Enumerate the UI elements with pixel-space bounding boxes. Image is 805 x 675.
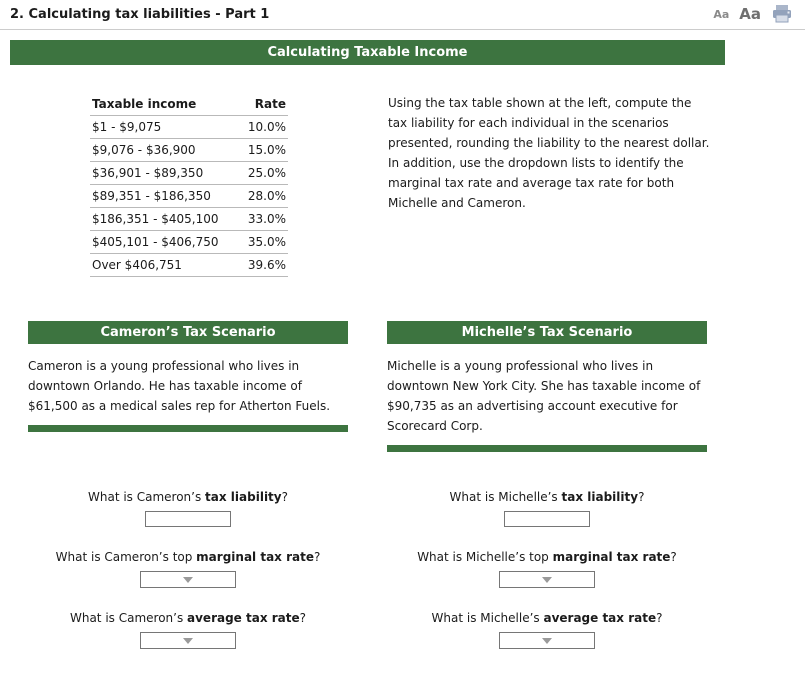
cameron-marginal-rate-dropdown[interactable] [140,571,236,588]
table-header-row [90,93,288,116]
question-text [450,490,645,504]
banner-title: Calculating Taxable Income [10,40,725,65]
print-button[interactable] [771,5,793,23]
michelle-marginal-rate-dropdown[interactable] [499,571,595,588]
michelle-scenario [387,321,707,452]
michelle-scenario-divider [387,445,707,452]
table-row [90,231,288,254]
rate-cell: 25.0% [240,162,288,185]
rate-cell: 35.0% [240,231,288,254]
bracket-cell: Over $406,751 [90,254,240,277]
michelle-average-rate-dropdown[interactable] [499,632,595,649]
bracket-cell: $405,101 - $406,750 [90,231,240,254]
table-row [90,208,288,231]
question-text [56,550,321,564]
question-suffix: ? [313,550,321,564]
cameron-average-rate-question [70,611,306,649]
question-suffix: ? [670,550,677,564]
question-suffix: ? [281,490,288,504]
cameron-scenario [28,321,348,452]
michelle-scenario-description: Michelle is a young professional who lives in downtown New York City. She has taxable income of $90,735 as an advertising account executive for Scorecard Corp. [387,359,701,433]
question-bold: tax liability [561,490,639,504]
rate-cell: 15.0% [240,139,288,162]
question-bold: marginal tax rate [552,550,671,564]
question-prefix: What is Michelle’s [449,490,562,504]
rate-cell: 28.0% [240,185,288,208]
cameron-scenario-divider [28,425,348,432]
question-text [417,550,677,564]
printer-icon [771,5,793,23]
question-suffix: ? [656,611,663,625]
table-row [90,254,288,277]
top-bar [0,0,805,30]
michelle-scenario-title: Michelle’s Tax Scenario [387,321,707,344]
questions-row [0,490,805,672]
question-prefix: What is Michelle’s [431,611,544,625]
question-bold: average tax rate [543,611,657,625]
table-row [90,185,288,208]
chevron-down-icon [542,638,552,644]
cameron-questions [28,490,348,672]
cameron-tax-liability-input[interactable] [145,511,231,527]
cameron-marginal-rate-question [56,550,321,588]
font-size-small-button[interactable]: Aa [713,7,730,21]
question-bold: tax liability [205,490,282,504]
bracket-cell: $9,076 - $36,900 [90,139,240,162]
michelle-average-rate-question [432,611,663,649]
michelle-marginal-rate-question [417,550,677,588]
chevron-down-icon [542,577,552,583]
question-suffix: ? [299,611,307,625]
question-prefix: What is Michelle’s top [417,550,553,564]
michelle-tax-liability-input[interactable] [504,511,590,527]
question-bold: average tax rate [187,611,300,625]
question-prefix: What is Cameron’s top [55,550,197,564]
font-size-large-button[interactable]: Aa [739,5,761,23]
question-prefix: What is Cameron’s [88,490,206,504]
cameron-scenario-title: Cameron’s Tax Scenario [28,321,348,344]
scenario-row [0,321,805,452]
table-row [90,139,288,162]
question-text [88,490,288,504]
col-header-taxable-income: Taxable income [90,93,240,116]
question-text [432,611,663,625]
rate-cell: 10.0% [240,116,288,139]
rate-cell: 39.6% [240,254,288,277]
cameron-scenario-description: Cameron is a young professional who lives in downtown Orlando. He has taxable income of $61,500 as a medical sales rep for Atherton Fuels. [28,359,331,413]
chevron-down-icon [183,577,193,583]
question-suffix: ? [638,490,645,504]
page-title: 2. Calculating tax liabilities - Part 1 [10,6,270,22]
question-bold: marginal tax rate [196,550,314,564]
question-prefix: What is Cameron’s [69,611,188,625]
question-text [70,611,306,625]
michelle-questions [387,490,707,672]
cameron-average-rate-dropdown[interactable] [140,632,236,649]
top-section [0,93,805,277]
instructions-text: Using the tax table shown at the left, compute the tax liability for each individual in the scenarios presented, rounding the liability to the nearest dollar. In addition, use the dropdown lists to identify the marginal tax rate and average tax rate for both Michelle and Cameron. [388,96,710,210]
table-row [90,116,288,139]
bracket-cell: $1 - $9,075 [90,116,240,139]
cameron-tax-liability-question [88,490,288,527]
bracket-cell: $186,351 - $405,100 [90,208,240,231]
rate-cell: 33.0% [240,208,288,231]
tax-table-body [90,116,288,277]
top-tools [713,5,793,23]
bracket-cell: $36,901 - $89,350 [90,162,240,185]
tax-table-wrap [90,93,288,277]
michelle-tax-liability-question [450,490,645,527]
col-header-rate: Rate [240,93,288,116]
chevron-down-icon [183,638,193,644]
bracket-cell: $89,351 - $186,350 [90,185,240,208]
tax-table [90,93,288,277]
table-row [90,162,288,185]
